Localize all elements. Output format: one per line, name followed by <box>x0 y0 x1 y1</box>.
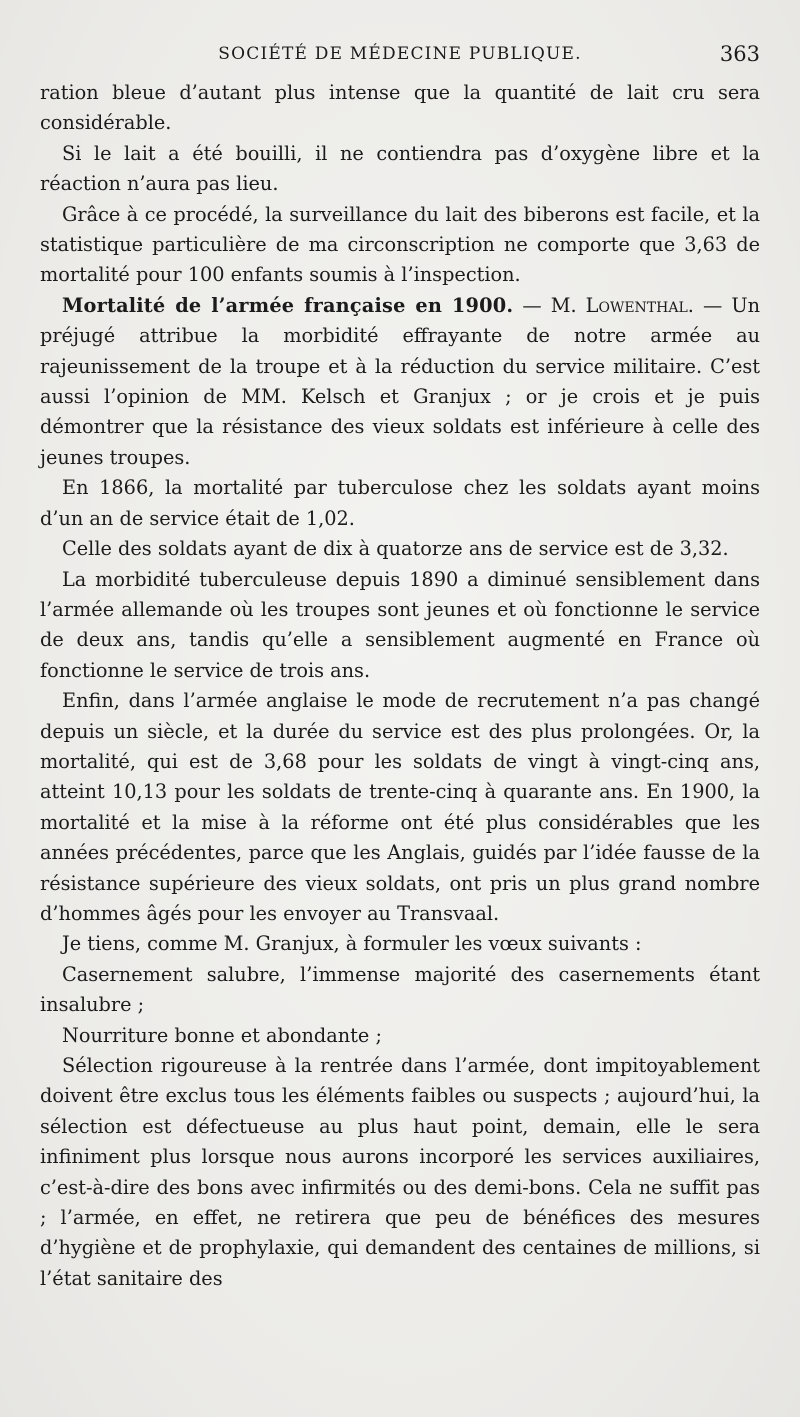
page-number: 363 <box>719 42 760 66</box>
paragraph-wishes: Je tiens, comme M. Granjux, à formuler les vœux suivants : <box>62 932 642 956</box>
paragraph-food: Nourriture bonne et abondante ; <box>62 1023 382 1047</box>
paragraph-selection: Sélection rigoureuse à la rentrée dans l’armée, dont impitoyablement doivent être exclus tous les éléments faibles ou suspects ; aujourd’hui, la sélection est défectueuse au plus haut point, demain, elle le sera infiniment plus lorsque nous aurons incorporé les services auxiliaires, c’est-à-dire des bons avec infirmités ou des demi-bons. Cela ne suffit pas ; l’armée, en effet, ne retirera que peu de bénéfices des mesures d’hygiène et de prophylaxie, qui demandent des centaines de millions, si l’état sanitaire des <box>40 1054 760 1290</box>
section-intro-text: — Un préjugé attribue la morbidité effrayante de notre armée au rajeunissement de la troupe et à la réduction du service militaire. C’est aussi l’opinion de MM. Kelsch et Granjux ; or je crois et je puis démontrer que la résistance des vieux soldats est inférieure à celle des jeunes troupes. <box>40 293 760 469</box>
body-text <box>40 78 760 1294</box>
running-title: SOCIÉTÉ DE MÉDECINE PUBLIQUE. <box>218 44 582 64</box>
section-author: M. Lowenthal. <box>550 293 694 317</box>
paragraph-english-army: Enfin, dans l’armée anglaise le mode de recrutement n’a pas changé depuis un siècle, et la durée du service est des plus prolongées. Or, la mortalité, qui est de 3,68 pour les soldats de vingt à vingt-cinq ans, atteint 10,13 pour les soldats de trente-cinq à quarante ans. En 1900, la mortalité et la mise à la réforme ont été plus considérables que les années précédentes, parce que les Anglais, guidés par l’idée fausse de la résistance supérieure des vieux soldats, ont pris un plus grand nombre d’hommes âgés pour les envoyer au Transvaal. <box>40 689 760 925</box>
paragraph-continuation: ration bleue d’autant plus intense que la quantité de lait cru sera considérable. <box>40 81 760 135</box>
paragraph-tuberculosis-morbidity: La morbidité tuberculeuse depuis 1890 a diminué sensiblement dans l’armée allemande où les troupes sont jeunes et où fonctionne le service de deux ans, tandis qu’elle a sensiblement augmenté en France où fonctionne le service de trois ans. <box>40 567 760 682</box>
heading-dash: — <box>513 293 551 317</box>
paragraph-surveillance: Grâce à ce procédé, la surveillance du lait des biberons est facile, et la statistique particulière de ma circonscription ne comporte que 3,63 de mortalité pour 100 enfants soumis à l’inspection. <box>40 202 760 287</box>
paragraph-barracks: Casernement salubre, l’immense majorité des casernements étant insalubre ; <box>40 962 760 1017</box>
section-heading: Mortalité de l’armée française en 1900. <box>62 293 514 317</box>
paragraph-boiled-milk: Si le lait a été bouilli, il ne contiendra pas d’oxygène libre et la réaction n’aura pas lieu. <box>40 141 760 196</box>
running-head <box>40 34 760 78</box>
paragraph-1866-mortality: En 1866, la mortalité par tuberculose chez les soldats ayant moins d’un an de service était de 1,02. <box>40 476 760 530</box>
paragraph-army-mortality <box>40 291 760 473</box>
paragraph-long-service: Celle des soldats ayant de dix à quatorze ans de service est de 3,32. <box>62 537 729 561</box>
